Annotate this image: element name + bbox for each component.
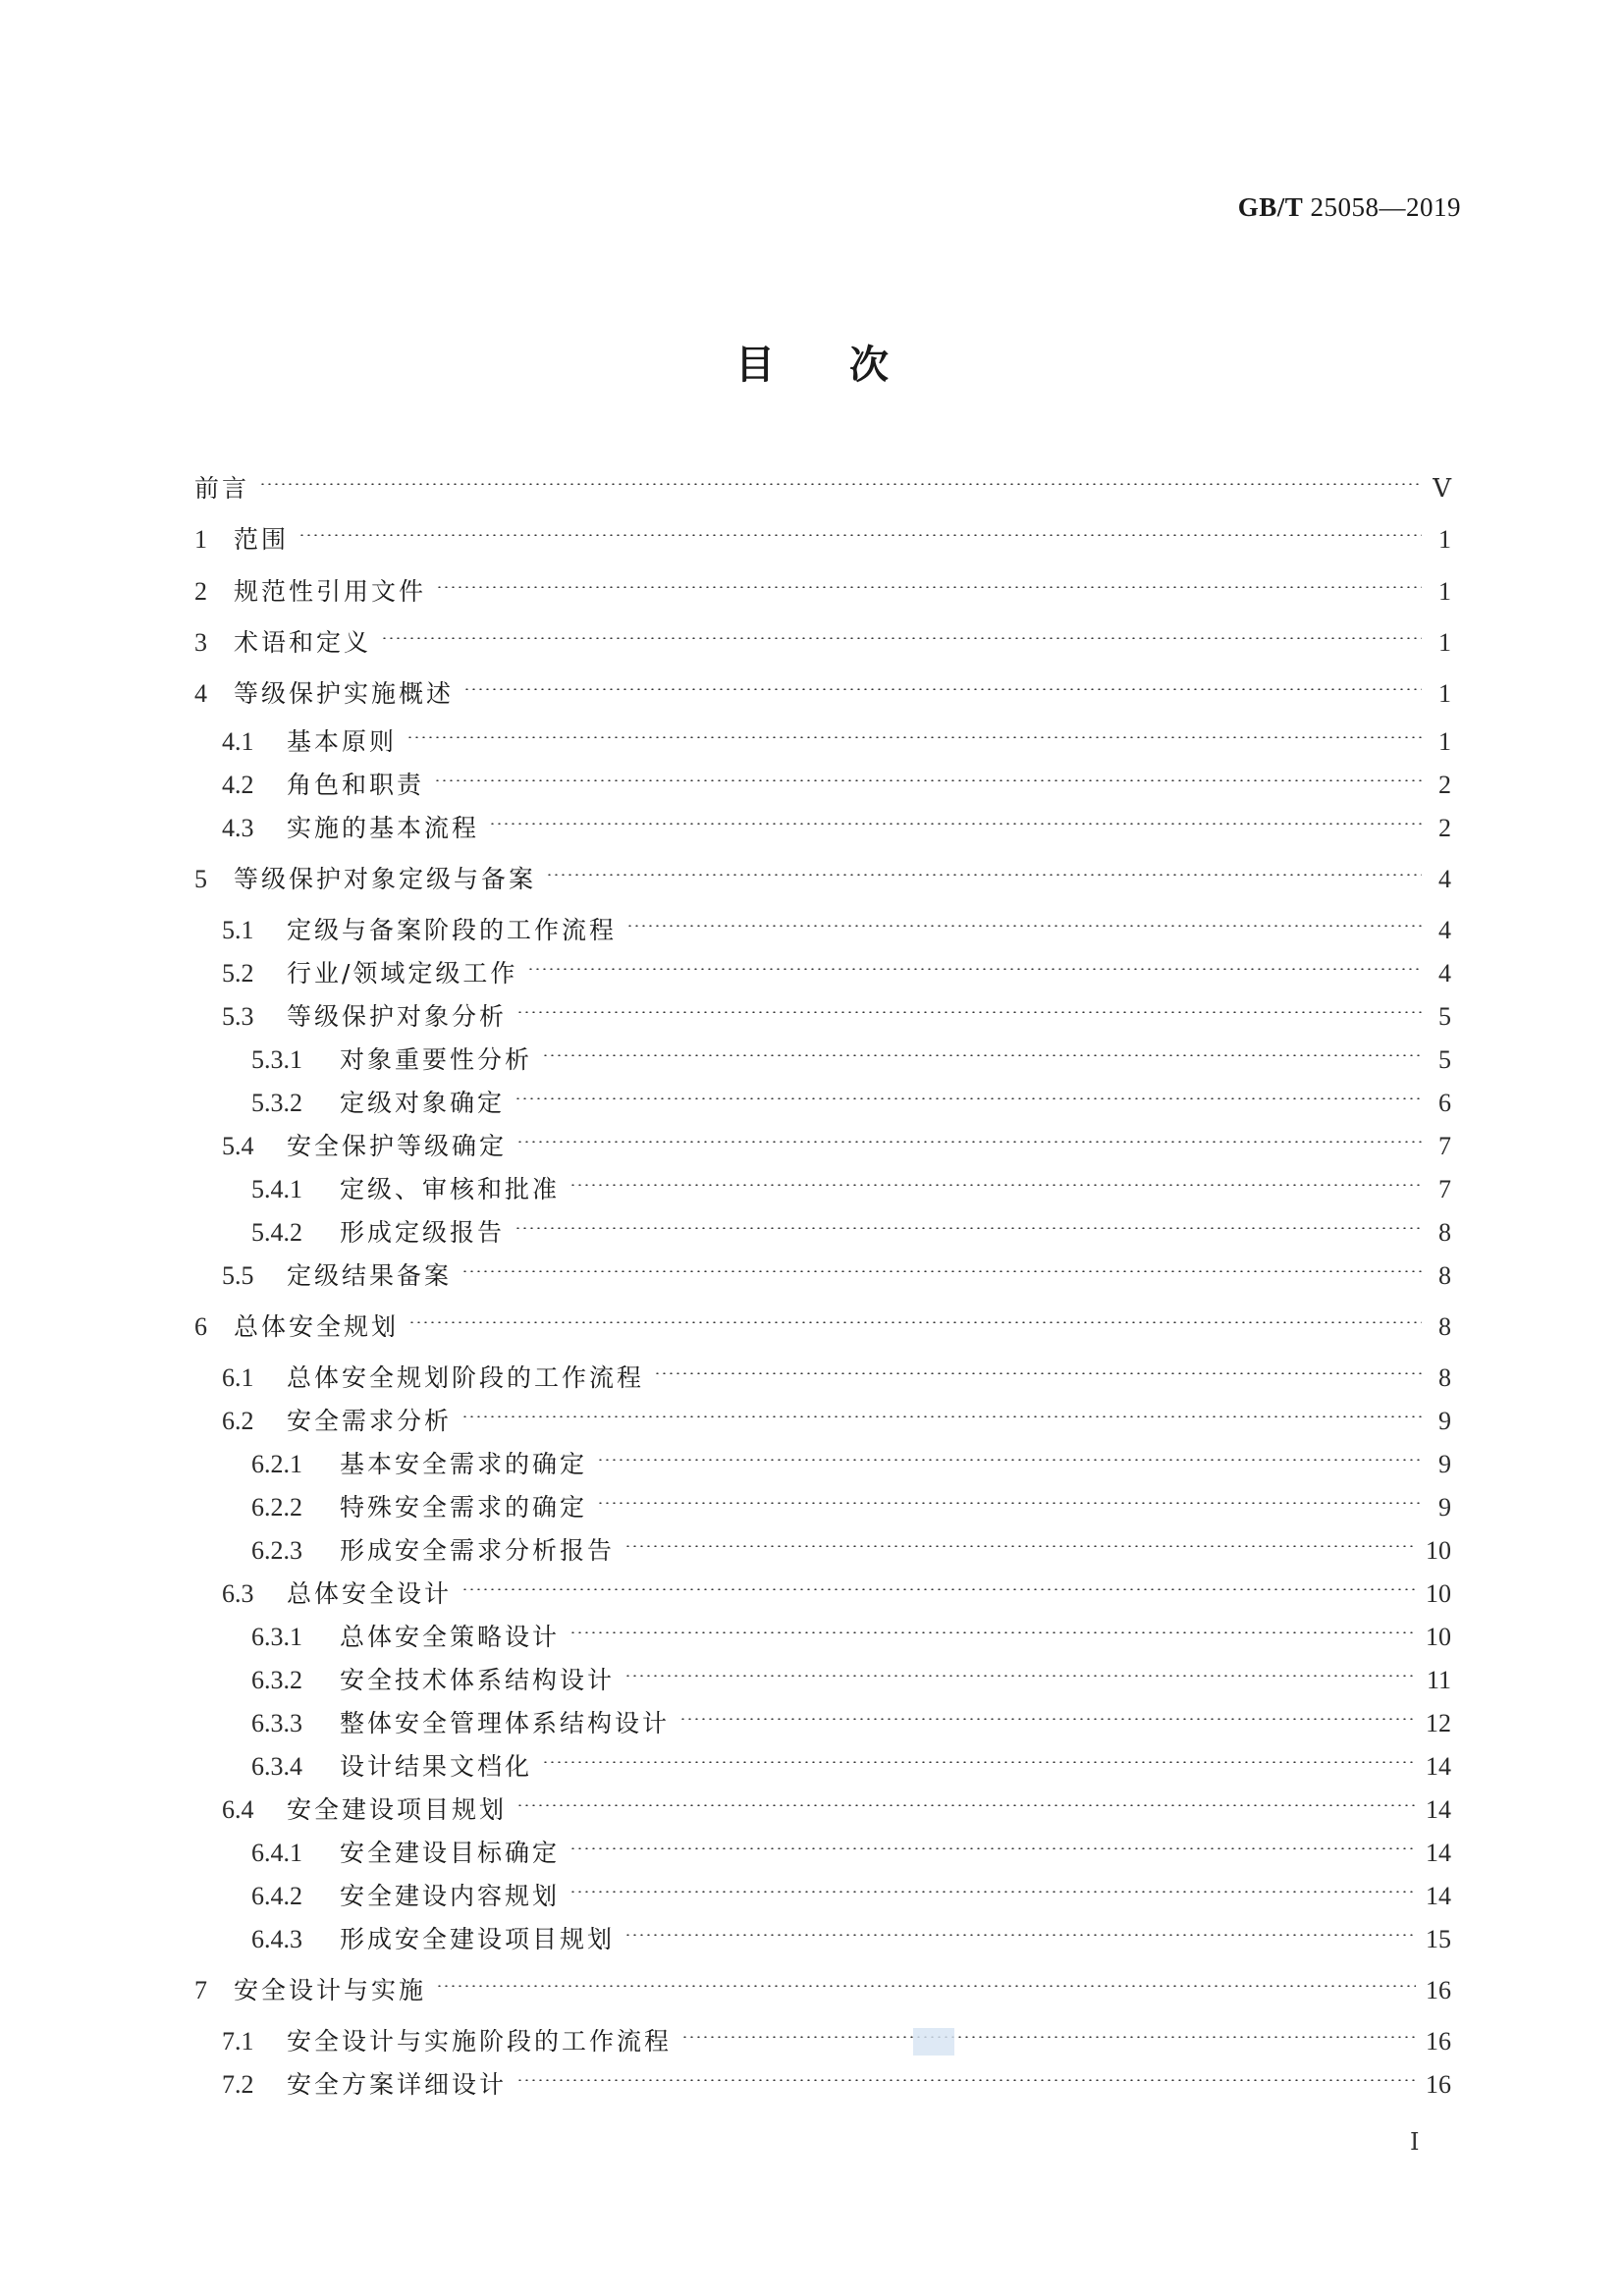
toc-entry-page: 8 bbox=[1438, 1312, 1451, 1341]
toc-entry-title: 安全建设项目规划 bbox=[287, 1795, 508, 1824]
toc-entry-title: 安全需求分析 bbox=[287, 1407, 453, 1435]
toc-leader-dots bbox=[681, 2010, 1416, 2050]
toc-entry-title: 形成安全需求分析报告 bbox=[340, 1536, 616, 1565]
toc-entry-number: 4.3 bbox=[222, 814, 254, 842]
toc-entry[interactable] bbox=[222, 711, 1451, 756]
toc-entry-title: 范围 bbox=[234, 525, 290, 554]
toc-entry[interactable] bbox=[222, 1347, 1451, 1392]
toc-leader-dots bbox=[516, 986, 1422, 1025]
toc-entry-number: 2 bbox=[194, 577, 207, 606]
toc-entry-number: 6.3.2 bbox=[251, 1666, 302, 1694]
toc-leader-dots bbox=[654, 1347, 1422, 1386]
toc-entry[interactable] bbox=[194, 508, 1451, 554]
toc-entry[interactable] bbox=[251, 1520, 1451, 1565]
toc-entry-page: 15 bbox=[1426, 1925, 1451, 1953]
toc-entry-number: 5.4.1 bbox=[251, 1175, 302, 1203]
toc-entry-page: 10 bbox=[1426, 1579, 1451, 1608]
toc-entry[interactable] bbox=[222, 797, 1451, 842]
toc-entry-title: 特殊安全需求的确定 bbox=[340, 1493, 588, 1522]
toc-entry[interactable] bbox=[251, 1072, 1451, 1117]
toc-entry[interactable] bbox=[222, 899, 1451, 944]
toc-entry-number: 6.4.1 bbox=[251, 1839, 302, 1867]
toc-entry-page: 8 bbox=[1438, 1261, 1451, 1290]
toc-leader-dots bbox=[542, 1029, 1422, 1068]
toc-entry-title: 安全建设目标确定 bbox=[340, 1839, 561, 1867]
toc-entry-page: 2 bbox=[1438, 771, 1451, 799]
toc-entry-page: 2 bbox=[1438, 814, 1451, 842]
toc-entry[interactable] bbox=[251, 1201, 1451, 1247]
toc-entry-title: 安全技术体系结构设计 bbox=[340, 1666, 616, 1694]
toc-entry-title: 安全保护等级确定 bbox=[287, 1132, 508, 1160]
toc-entry-title: 等级保护对象分析 bbox=[287, 1002, 508, 1031]
toc-leader-dots bbox=[461, 1563, 1416, 1602]
toc-entry-title: 定级结果备案 bbox=[287, 1261, 453, 1290]
toc-entry[interactable] bbox=[251, 1433, 1451, 1478]
toc-leader-dots bbox=[516, 1115, 1422, 1154]
toc-entry-page: 12 bbox=[1426, 1709, 1451, 1737]
toc-entry-title: 安全设计与实施阶段的工作流程 bbox=[287, 2027, 673, 2056]
toc-leader-dots bbox=[569, 1865, 1416, 1904]
toc-entry-title: 对象重要性分析 bbox=[340, 1045, 533, 1074]
toc-entry[interactable] bbox=[194, 848, 1451, 893]
toc-entry-page: 6 bbox=[1438, 1089, 1451, 1117]
toc-entry-page: 1 bbox=[1438, 679, 1451, 708]
standard-prefix: GB/T bbox=[1237, 192, 1304, 222]
toc-entry-number: 6.3.3 bbox=[251, 1709, 302, 1737]
toc-entry-page: 4 bbox=[1438, 865, 1451, 893]
toc-entry-page: 8 bbox=[1438, 1218, 1451, 1247]
toc-entry[interactable] bbox=[194, 457, 1451, 503]
toc-entry-number: 4 bbox=[194, 679, 207, 708]
toc-leader-dots bbox=[624, 1649, 1417, 1688]
toc-entry-title: 整体安全管理体系结构设计 bbox=[340, 1709, 671, 1737]
toc-entry-number: 5 bbox=[194, 865, 207, 893]
toc-leader-dots bbox=[516, 2054, 1416, 2093]
toc-leader-dots bbox=[436, 561, 1422, 600]
toc-leader-dots bbox=[259, 457, 1422, 497]
toc-leader-dots bbox=[569, 1822, 1416, 1861]
toc-entry[interactable] bbox=[251, 1158, 1451, 1203]
toc-entry-number: 6.2.1 bbox=[251, 1450, 302, 1478]
toc-entry-number: 6.4 bbox=[222, 1795, 254, 1824]
page-number: Ⅰ bbox=[1410, 2130, 1420, 2156]
toc-entry-number: 5.5 bbox=[222, 1261, 254, 1290]
toc-entry-page: 1 bbox=[1438, 577, 1451, 606]
toc-leader-dots bbox=[408, 1296, 1422, 1335]
toc-entry-title: 基本原则 bbox=[287, 727, 398, 756]
toc-entry-number: 1 bbox=[194, 525, 207, 554]
toc-entry-page: 4 bbox=[1438, 916, 1451, 944]
toc-leader-dots bbox=[569, 1606, 1416, 1645]
toc-entry-number: 6.3 bbox=[222, 1579, 254, 1608]
toc-entry[interactable] bbox=[222, 1779, 1451, 1824]
toc-entry-number: 5.1 bbox=[222, 916, 254, 944]
toc-entry-page: 9 bbox=[1438, 1407, 1451, 1435]
toc-entry-title: 角色和职责 bbox=[287, 771, 425, 799]
toc-entry[interactable] bbox=[222, 2054, 1451, 2099]
toc-entry[interactable] bbox=[251, 1735, 1451, 1781]
toc-entry-title: 总体安全规划 bbox=[234, 1312, 400, 1341]
toc-entry-number: 6.4.2 bbox=[251, 1882, 302, 1910]
toc-entry[interactable] bbox=[251, 1476, 1451, 1522]
toc-entry[interactable] bbox=[222, 1563, 1451, 1608]
toc-entry-page: 16 bbox=[1426, 1976, 1451, 2004]
toc-entry[interactable] bbox=[222, 942, 1451, 988]
toc-entry-number: 6.3.1 bbox=[251, 1623, 302, 1651]
toc-entry-page: 9 bbox=[1438, 1493, 1451, 1522]
toc-leader-dots bbox=[436, 1959, 1416, 1999]
toc-entry-title: 前言 bbox=[194, 474, 250, 503]
toc-leader-dots bbox=[461, 1245, 1422, 1284]
toc-entry[interactable] bbox=[251, 1822, 1451, 1867]
toc-entry[interactable] bbox=[222, 754, 1451, 799]
toc-entry-page: 14 bbox=[1426, 1795, 1451, 1824]
toc-leader-dots bbox=[597, 1433, 1422, 1472]
toc-leader-dots bbox=[514, 1201, 1422, 1241]
toc-entry[interactable] bbox=[251, 1649, 1451, 1694]
toc-leader-dots bbox=[516, 1779, 1416, 1818]
toc-entry-page: 10 bbox=[1426, 1623, 1451, 1651]
toc-entry[interactable] bbox=[194, 1296, 1451, 1341]
toc-entry-title: 安全方案详细设计 bbox=[287, 2070, 508, 2099]
toc-title: 目次 bbox=[735, 343, 963, 388]
toc-entry-title: 等级保护对象定级与备案 bbox=[234, 865, 537, 893]
toc-entry[interactable] bbox=[194, 663, 1451, 708]
toc-entry-page: 9 bbox=[1438, 1450, 1451, 1478]
toc-entry[interactable] bbox=[194, 561, 1451, 606]
toc-entry[interactable] bbox=[194, 612, 1451, 657]
toc-leader-dots bbox=[463, 663, 1422, 702]
toc-entry[interactable] bbox=[222, 1245, 1451, 1290]
toc-leader-dots bbox=[679, 1692, 1416, 1732]
toc-entry[interactable] bbox=[251, 1606, 1451, 1651]
toc-entry-page: 1 bbox=[1438, 727, 1451, 756]
toc-entry-number: 5.4.2 bbox=[251, 1218, 302, 1247]
toc-leader-dots bbox=[406, 711, 1422, 750]
toc-leader-dots bbox=[381, 612, 1422, 651]
toc-entry-page: 7 bbox=[1438, 1132, 1451, 1160]
toc-leader-dots bbox=[461, 1390, 1422, 1429]
toc-entry-page: 4 bbox=[1438, 959, 1451, 988]
toc-entry-title: 形成定级报告 bbox=[340, 1218, 506, 1247]
toc-entry[interactable] bbox=[251, 1865, 1451, 1910]
toc-entry[interactable] bbox=[251, 1692, 1451, 1737]
toc-entry-page: 1 bbox=[1438, 628, 1451, 657]
toc-entry-title: 术语和定义 bbox=[234, 628, 372, 657]
toc-entry-number: 5.2 bbox=[222, 959, 254, 988]
toc-entry-page: 10 bbox=[1426, 1536, 1451, 1565]
toc-entry-number: 5.3.1 bbox=[251, 1045, 302, 1074]
toc-entry-number: 4.1 bbox=[222, 727, 254, 756]
toc-entry-page: 16 bbox=[1426, 2027, 1451, 2056]
toc-entry-page: 11 bbox=[1426, 1666, 1451, 1694]
toc-entry-page: 1 bbox=[1438, 525, 1451, 554]
standard-number: 25058—2019 bbox=[1310, 192, 1461, 222]
toc-entry-title: 安全设计与实施 bbox=[234, 1976, 427, 2004]
toc-entry-page: 14 bbox=[1426, 1882, 1451, 1910]
toc-entry-number: 7.2 bbox=[222, 2070, 254, 2099]
toc-entry-title: 安全建设内容规划 bbox=[340, 1882, 561, 1910]
toc-entry-title: 定级与备案阶段的工作流程 bbox=[287, 916, 618, 944]
toc-entry-number: 7 bbox=[194, 1976, 207, 2004]
toc-entry-number: 6 bbox=[194, 1312, 207, 1341]
toc-leader-dots bbox=[434, 754, 1422, 793]
toc-entry-page: 5 bbox=[1438, 1002, 1451, 1031]
toc-entry-page: 14 bbox=[1426, 1839, 1451, 1867]
toc-entry-number: 6.4.3 bbox=[251, 1925, 302, 1953]
toc-entry-title: 形成安全建设项目规划 bbox=[340, 1925, 616, 1953]
toc-entry-page: 16 bbox=[1426, 2070, 1451, 2099]
toc-entry-page: 7 bbox=[1438, 1175, 1451, 1203]
toc-entry-title: 总体安全设计 bbox=[287, 1579, 453, 1608]
toc-entry-number: 6.2 bbox=[222, 1407, 254, 1435]
toc-entry-number: 4.2 bbox=[222, 771, 254, 799]
toc-entry-page: Ⅴ bbox=[1433, 474, 1451, 503]
toc-leader-dots bbox=[527, 942, 1422, 982]
toc-entry[interactable] bbox=[251, 1908, 1451, 1953]
toc-entry-page: 14 bbox=[1426, 1752, 1451, 1781]
toc-leader-dots bbox=[624, 1520, 1416, 1559]
toc-entry-title: 实施的基本流程 bbox=[287, 814, 480, 842]
toc-entry-title: 基本安全需求的确定 bbox=[340, 1450, 588, 1478]
toc-leader-dots bbox=[626, 899, 1422, 938]
toc-entry-number: 5.3.2 bbox=[251, 1089, 302, 1117]
toc-entry-number: 3 bbox=[194, 628, 207, 657]
toc-entry-number: 6.2.2 bbox=[251, 1493, 302, 1522]
toc-entry[interactable] bbox=[222, 2010, 1451, 2056]
toc-entry-page: 5 bbox=[1438, 1045, 1451, 1074]
toc-entry-number: 6.1 bbox=[222, 1363, 254, 1392]
toc-entry[interactable] bbox=[222, 986, 1451, 1031]
toc-leader-dots bbox=[298, 508, 1422, 548]
toc-entry-number: 6.2.3 bbox=[251, 1536, 302, 1565]
toc-leader-dots bbox=[597, 1476, 1422, 1516]
toc-entry[interactable] bbox=[251, 1029, 1451, 1074]
toc-entry-number: 5.4 bbox=[222, 1132, 254, 1160]
toc-leader-dots bbox=[514, 1072, 1422, 1111]
toc-entry-title: 设计结果文档化 bbox=[340, 1752, 533, 1781]
toc-entry[interactable] bbox=[222, 1390, 1451, 1435]
toc-entry-title: 等级保护实施概述 bbox=[234, 679, 455, 708]
toc-entry-title: 总体安全策略设计 bbox=[340, 1623, 561, 1651]
toc-entry-page: 8 bbox=[1438, 1363, 1451, 1392]
toc-entry-number: 5.3 bbox=[222, 1002, 254, 1031]
toc-entry-title: 规范性引用文件 bbox=[234, 577, 427, 606]
toc-leader-dots bbox=[542, 1735, 1416, 1775]
toc-entry-title: 总体安全规划阶段的工作流程 bbox=[287, 1363, 645, 1392]
toc-entry-number: 6.3.4 bbox=[251, 1752, 302, 1781]
toc-leader-dots bbox=[489, 797, 1422, 836]
toc-entry-title: 定级对象确定 bbox=[340, 1089, 506, 1117]
toc-leader-dots bbox=[624, 1908, 1416, 1948]
toc-leader-dots bbox=[569, 1158, 1422, 1198]
toc-leader-dots bbox=[546, 848, 1422, 887]
watermark-logo bbox=[913, 2028, 954, 2056]
toc-entry-number: 7.1 bbox=[222, 2027, 254, 2056]
toc-entry[interactable] bbox=[222, 1115, 1451, 1160]
toc-entry-title: 定级、审核和批准 bbox=[340, 1175, 561, 1203]
toc-entry-title: 行业/领域定级工作 bbox=[287, 959, 518, 988]
toc-entry[interactable] bbox=[194, 1959, 1451, 2004]
